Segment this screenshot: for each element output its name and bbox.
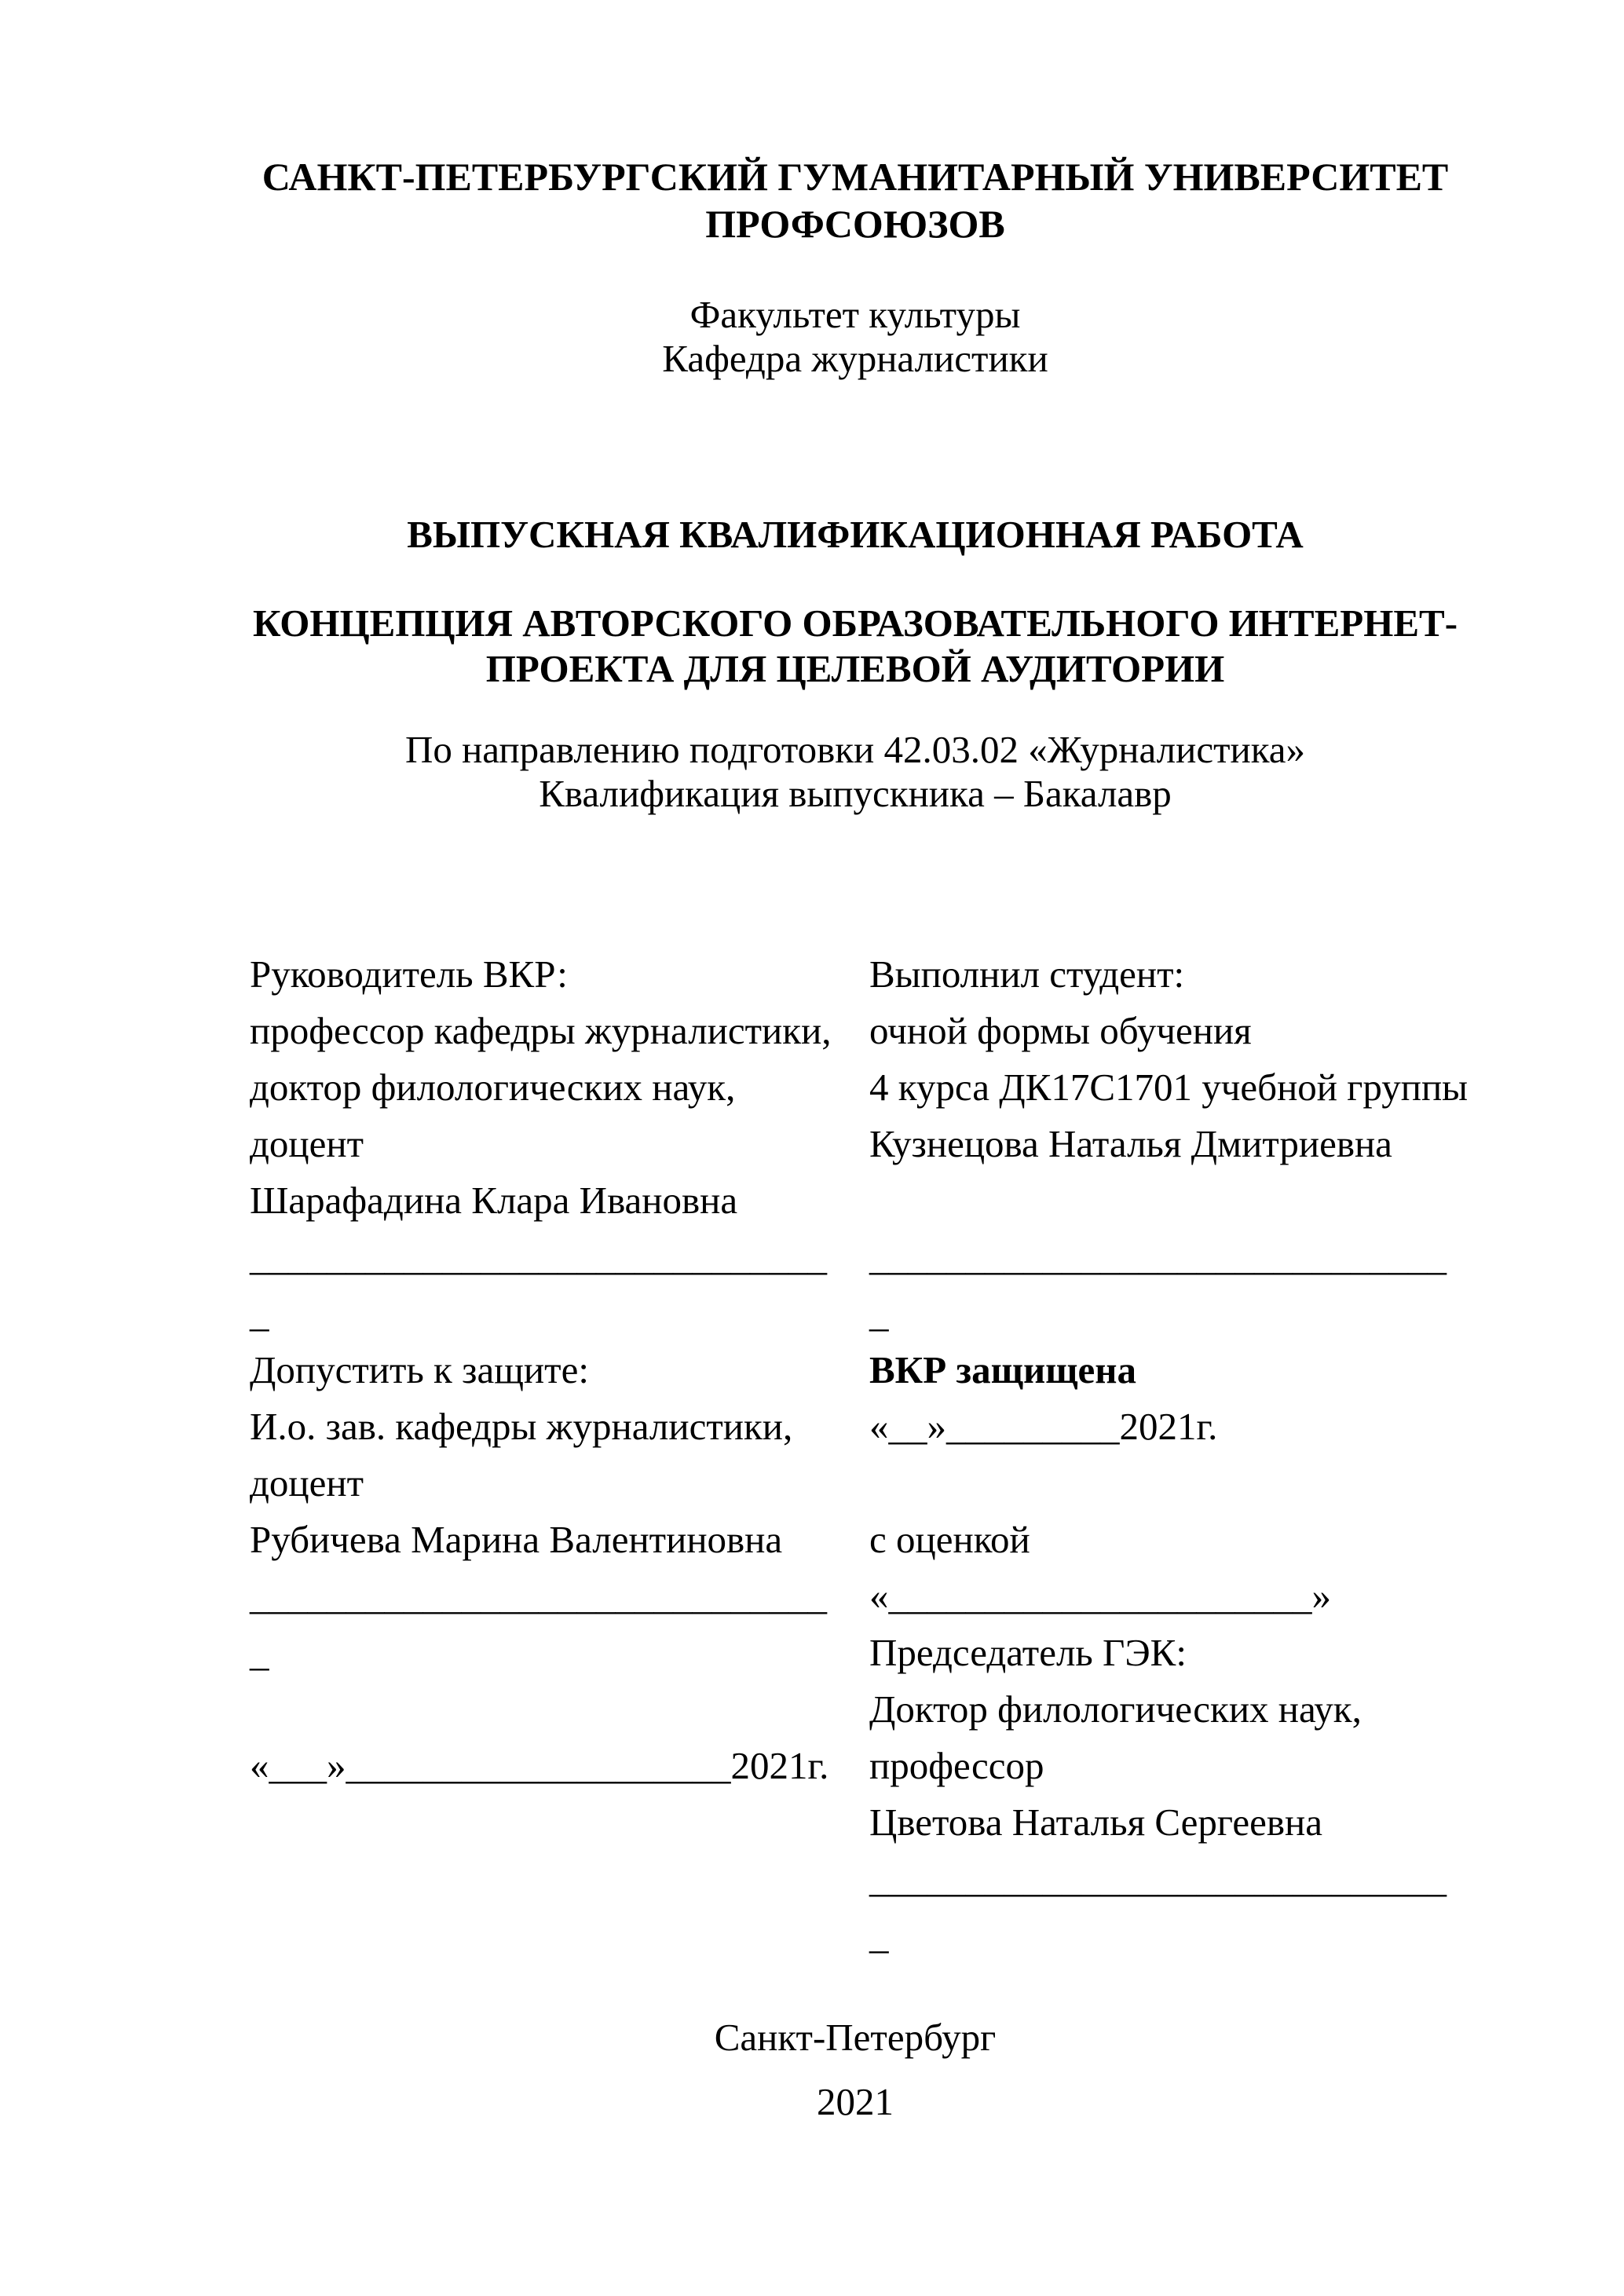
defended-heading: ВКР защищена xyxy=(869,1348,1137,1391)
chairman-rank-line: профессор xyxy=(869,1744,1044,1787)
chairman-degree-line: Доктор филологических наук, xyxy=(869,1687,1362,1731)
signature-line: ______________________________ xyxy=(869,1857,1447,1900)
university-header xyxy=(250,153,1461,247)
signature-line-wrap: _ xyxy=(250,1631,269,1674)
student-heading: Выполнил студент: xyxy=(869,952,1185,996)
admitter-position-line: И.о. зав. кафедры журналистики, xyxy=(250,1405,793,1448)
signature-line: ______________________________ xyxy=(250,1574,827,1618)
thesis-title-line-1: КОНЦЕПЦИЯ АВТОРСКОГО ОБРАЗОВАТЕЛЬНОГО ИНТЕРНЕТ- xyxy=(252,601,1458,645)
student-column xyxy=(869,946,1469,1964)
admit-heading: Допустить к защите: xyxy=(250,1348,589,1391)
supervisor-column xyxy=(250,946,848,1794)
student-name: Кузнецова Наталья Дмитриевна xyxy=(869,1122,1392,1165)
supervisor-degree-line: доктор филологических наук, xyxy=(250,1066,736,1109)
city-line: Санкт-Петербург xyxy=(714,2016,997,2059)
supervisor-rank-line: доцент xyxy=(250,1122,364,1165)
supervisor-heading: Руководитель ВКР: xyxy=(250,952,568,996)
signature-line: ______________________________ xyxy=(250,1235,827,1278)
grade-label: с оценкой xyxy=(869,1518,1030,1561)
admitter-name: Рубичева Марина Валентиновна xyxy=(250,1518,783,1561)
defended-date-line: «__»_________2021г. xyxy=(869,1405,1218,1448)
admit-date-line: «___»____________________2021г. xyxy=(250,1744,829,1787)
admitter-rank-line: доцент xyxy=(250,1461,364,1504)
thesis-title-line-2: ПРОЕКТА ДЛЯ ЦЕЛЕВОЙ АУДИТОРИИ xyxy=(485,647,1225,690)
supervisor-position-line: профессор кафедры журналистики, xyxy=(250,1009,832,1052)
spacer-line xyxy=(869,1455,1462,1512)
chairman-heading: Председатель ГЭК: xyxy=(869,1631,1187,1674)
chairman-name: Цветова Наталья Сергеевна xyxy=(869,1801,1322,1844)
signature-line: ______________________________ xyxy=(869,1235,1447,1278)
footer-block xyxy=(250,2016,1461,2124)
signature-line-wrap: _ xyxy=(250,1292,269,1335)
signature-line-wrap: _ xyxy=(869,1292,889,1335)
thesis-title xyxy=(250,601,1461,692)
work-type-heading: ВЫПУСКНАЯ КВАЛИФИКАЦИОННАЯ РАБОТА xyxy=(407,513,1304,556)
department-line: Кафедра журналистики xyxy=(662,337,1048,380)
faculty-department-block xyxy=(250,293,1461,381)
supervisor-name: Шарафадина Клара Ивановна xyxy=(250,1179,738,1222)
student-form-line: очной формы обучения xyxy=(869,1009,1252,1052)
direction-line: По направлению подготовки 42.03.02 «Журналистика» xyxy=(404,728,1306,771)
grade-blank-line: «______________________» xyxy=(869,1574,1331,1618)
qualification-line: Квалификация выпускника – Бакалавр xyxy=(539,772,1172,815)
spacer-line xyxy=(869,1172,1462,1229)
signature-columns xyxy=(250,946,1469,1964)
student-group-line: 4 курса ДК17С1701 учебной группы xyxy=(869,1066,1469,1109)
direction-block xyxy=(250,728,1461,816)
spacer-line xyxy=(250,1681,848,1738)
university-name-line-2: ПРОФСОЮЗОВ xyxy=(705,202,1005,246)
faculty-line: Факультет культуры xyxy=(689,293,1021,336)
signature-line-wrap: _ xyxy=(869,1914,889,1957)
university-name-line-1: САНКТ-ПЕТЕРБУРГСКИЙ ГУМАНИТАРНЫЙ УНИВЕРСИТЕТ xyxy=(262,155,1449,199)
year-line: 2021 xyxy=(817,2080,894,2123)
